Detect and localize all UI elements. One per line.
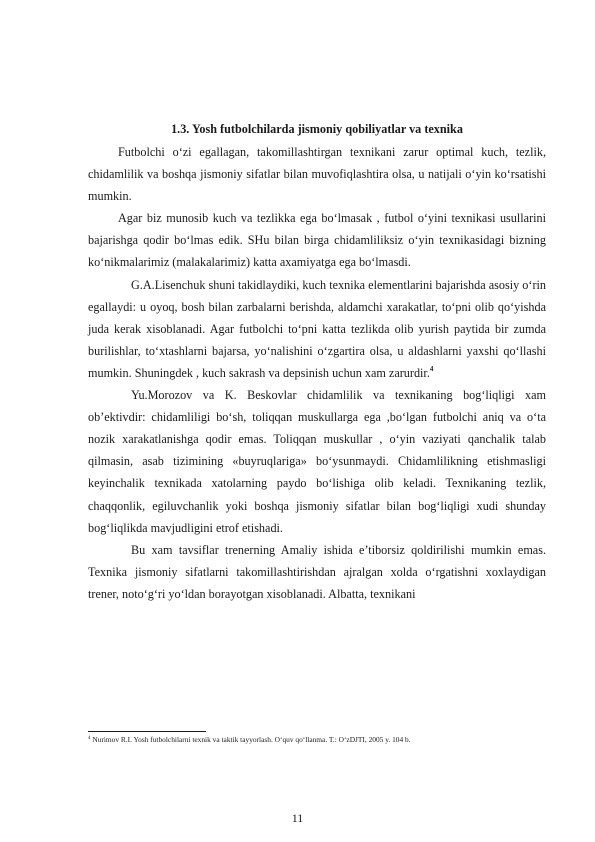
paragraph-text: G.A.Lisenchuk shuni takidlaydiki, kuch texnika elementlarini bajarishda asosiy o‘rin egallaydi: u oyoq, bosh bilan zarbalarni berishda, aldamchi xarakatlar, to‘pni olib qo‘yishda juda kerak xisoblanadi. Agar futbolchi to‘pni katta tezlikda olib yurish paytida bir zumda burilishlar, to‘xtashlarni bajarsa, yo‘nalishini o‘zgartira olsa, u aldashlarni yaxshi qo‘llashi mumkin. Shuningdek , kuch sakrash va depsinish uchun xam zarurdir. bbox=[88, 277, 546, 380]
section-heading: 1.3. Yosh futbolchilarda jismoniy qobiliyatlar va texnika bbox=[171, 122, 463, 136]
paragraph: Bu xam tavsiflar trenerning Amaliy ishida e’tiborsiz qoldirilishi mumkin emas. Texnika jismoniy sifatlarni takomillashtirishdan ajralgan xolda o‘rgatishni xoxlaydigan trener, noto‘g‘ri yo‘ldan borayotgan xisoblanadi. Albatta, texnikani bbox=[88, 542, 546, 601]
footnote-reference[interactable]: 4 bbox=[429, 364, 434, 373]
paragraph bbox=[88, 274, 546, 384]
body-text bbox=[88, 141, 546, 605]
footnote-text: Nurimov R.I. Yosh futbolchilarni texnik va taktik tayyorlash. O‘quv qo‘llanma. T.: O‘zDJTI, 2005 y. 104 b. bbox=[92, 735, 411, 744]
paragraph: Futbolchi o‘zi egallagan, takomillashtirgan texnikani zarur optimal kuch, tezlik, chidamlilik va boshqa jismoniy sifatlar bilan muvofiqlashtira olsa, u natijali o‘yin ko‘rsatishi mumkin. bbox=[88, 145, 546, 204]
footnote bbox=[88, 735, 558, 745]
page-number: 11 bbox=[291, 811, 304, 825]
footnote-divider bbox=[88, 731, 206, 732]
paragraph: Agar biz munosib kuch va tezlikka ega bo‘lmasak , futbol o‘yini texnikasi usullarini bajarishga qodir bo‘lmas edik. SHu bilan birga chidamliliksiz o‘yin texnikasidagi bizning ko‘nikmalarimiz (malakalarimiz) katta axamiyatga ega bo‘lmasdi. bbox=[88, 211, 546, 270]
footnote-marker: 4 bbox=[88, 736, 91, 741]
paragraph: Yu.Morozov va K. Beskovlar chidamlilik va texnikaning bog‘liqligi xam ob’ektivdir: chidamliligi bo‘sh, toliqqan muskullarga ega ,bo‘lgan futbolchi aniq va o‘ta nozik xarakatlanishga qodir emas. Toliqqan muskullar , o‘yin vaziyati qanchalik talab qilmasin, asab tizimining «buyruqlariga» bo‘ysunmaydi. Chidamlilikning etishmasligi keyinchalik texnikada xatolarning paydo bo‘lishiga olib keladi. Texnikaning tezlik, chaqqonlik, egiluvchanlik yoki boshqa jismoniy sifatlar bilan bog‘liqligi xudi shunday bog‘liqlikda mavjudligini etrof etishadi. bbox=[88, 388, 546, 535]
